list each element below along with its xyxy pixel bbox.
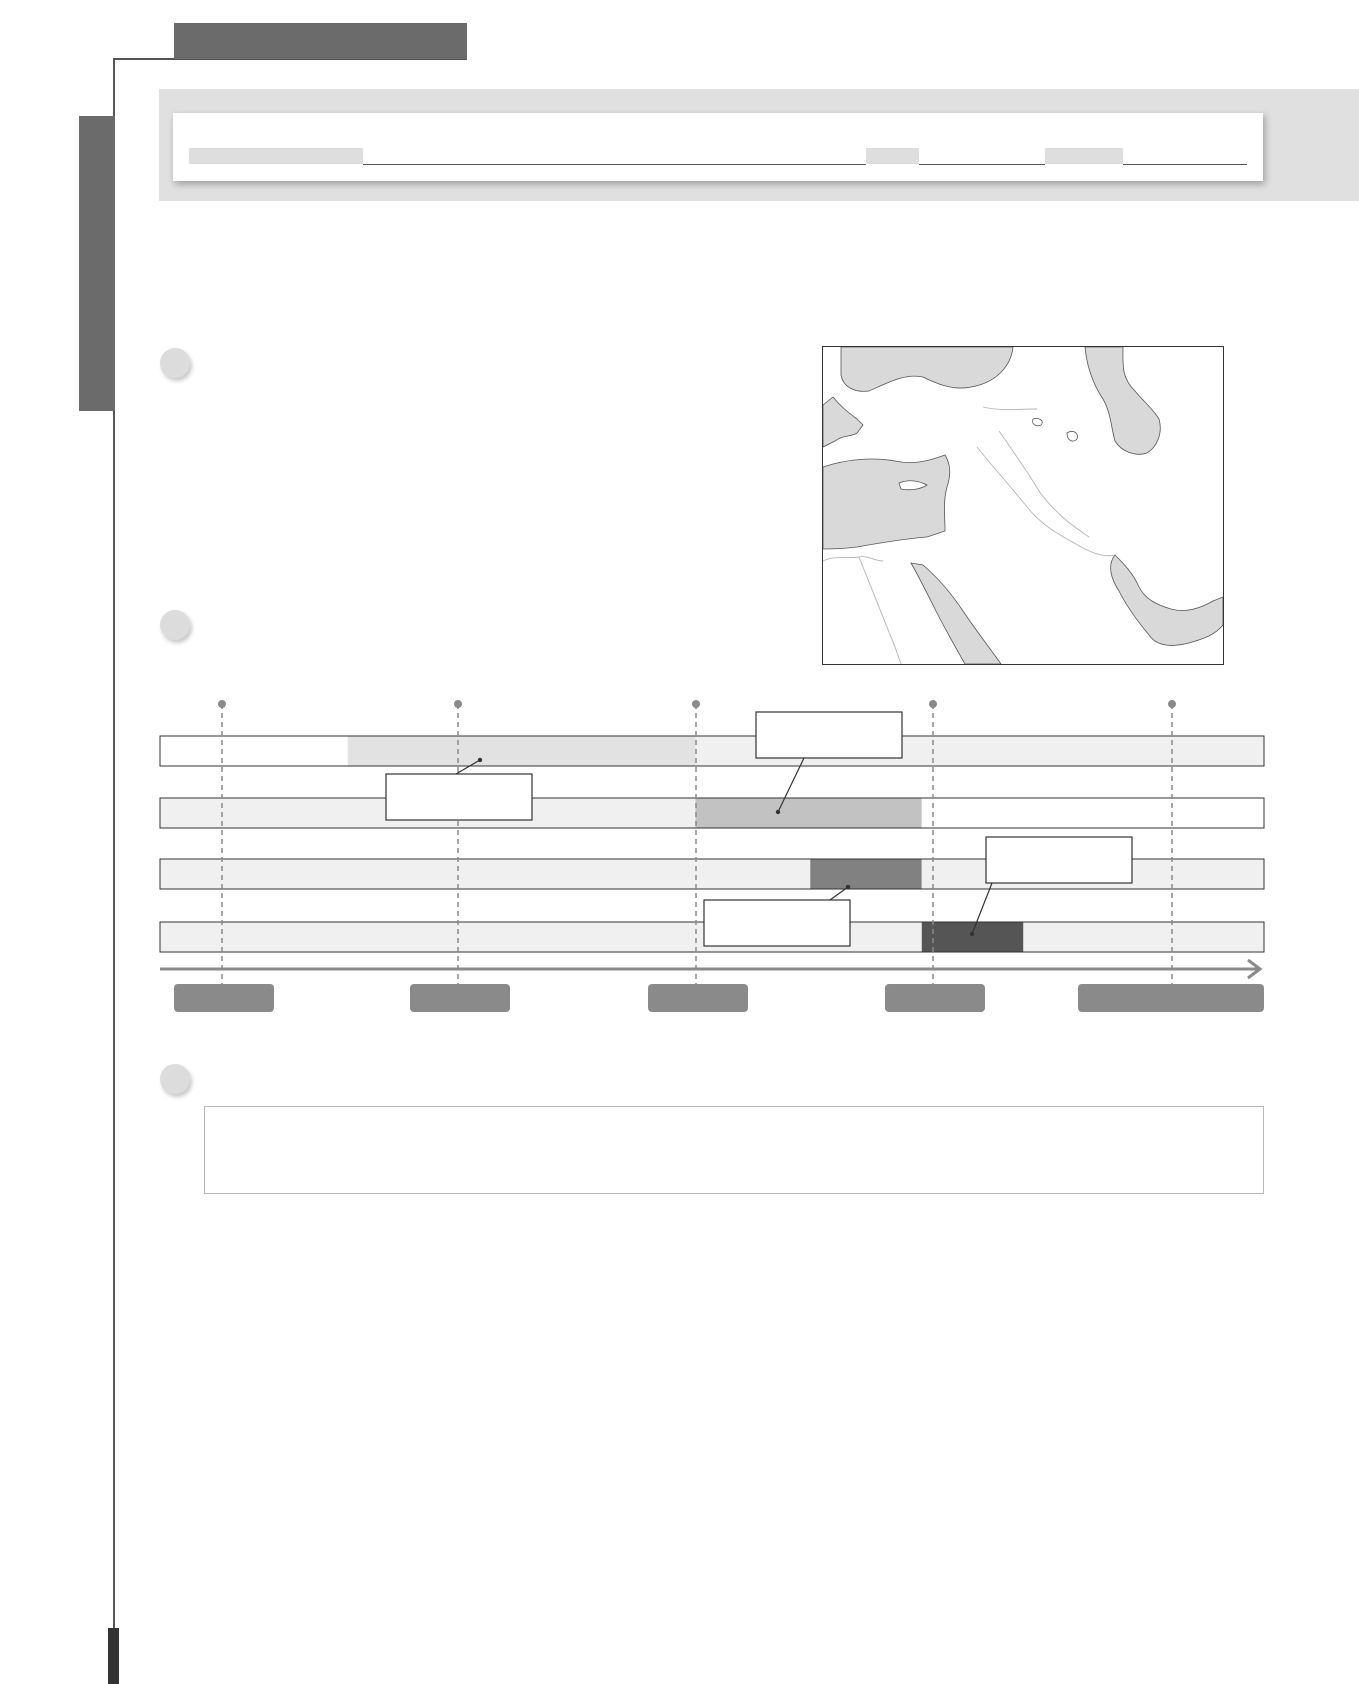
lake-urmia [1033,418,1043,425]
class-label-placeholder [866,148,919,164]
header-card [173,113,1263,181]
section-2-bullet [160,610,190,640]
marker-dot-4 [929,700,937,708]
nile-delta [823,557,883,561]
class-field[interactable] [919,164,1045,165]
marker-dot-5 [1168,700,1176,708]
marker-dot-2 [454,700,462,708]
number-field[interactable] [1123,164,1247,165]
lake-van [1067,431,1077,441]
section-1-bullet [160,348,190,378]
callout-4-dot [846,885,850,889]
tick-label-3 [648,984,748,1012]
number-label-placeholder [1045,148,1123,164]
persian-gulf [1111,555,1223,645]
middle-east-map-icon [823,347,1223,664]
tick-label-2 [410,984,510,1012]
map-figure [822,346,1224,665]
side-tab [79,116,115,411]
bar-4-segment-3 [1023,922,1264,952]
mediterranean-sea [823,455,950,549]
tick-label-5 [1078,984,1264,1012]
bar-4-segment-2 [922,922,1024,952]
callout-4 [704,900,850,946]
answer-box[interactable] [204,1106,1264,1194]
black-sea-landmass [841,347,1013,391]
section-3-bullet [160,1064,190,1094]
name-label-placeholder [189,148,363,164]
bar-2-segment-2 [695,798,921,828]
marker-dot-1 [218,700,226,708]
header-tab [174,23,467,59]
nile-river [859,557,901,664]
callout-1-dot [776,810,780,814]
anatolia-river [983,407,1037,410]
bar-1-segment-2 [348,736,696,766]
callout-2-dot [478,758,482,762]
callout-3-dot [970,932,974,936]
caspian-sea [1085,347,1160,454]
red-sea [911,563,1001,664]
callout-2 [386,774,532,820]
bar-3-segment-1 [160,859,810,889]
callout-1 [756,712,902,758]
tick-label-4 [885,984,985,1012]
name-field[interactable] [363,164,866,165]
page-edge-mark [108,1628,119,1684]
bar-1-segment-1 [160,736,348,766]
aegean-coast [823,397,863,447]
tick-label-1 [174,984,274,1012]
timeline-chart [150,690,1270,1020]
callout-3 [986,837,1132,883]
bar-2-segment-3 [922,798,1264,828]
euphrates-river [977,447,1115,556]
bar-3-segment-2 [810,859,922,889]
tigris-river [999,431,1089,537]
marker-dot-3 [692,700,700,708]
